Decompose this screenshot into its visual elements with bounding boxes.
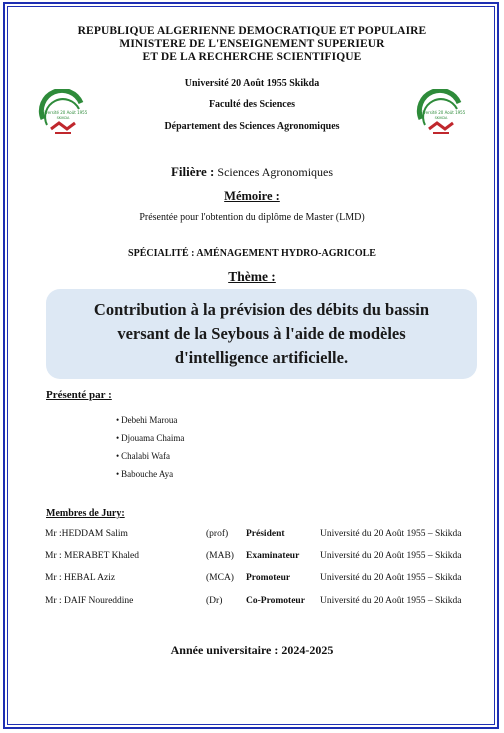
- student-name: • Chalabi Wafa: [116, 451, 170, 461]
- student-name: • Debehi Maroua: [116, 415, 177, 425]
- department-name: Département des Sciences Agronomiques: [164, 121, 340, 132]
- theme-title: [46, 298, 477, 370]
- svg-text:SKIKDA: SKIKDA: [56, 116, 70, 120]
- jury-grade: (MAB): [206, 551, 234, 561]
- jury-university: Université du 20 Août 1955 – Skikda: [320, 573, 462, 583]
- filiere-line: [0, 164, 504, 180]
- jury-role: Promoteur: [246, 573, 291, 583]
- theme-label: Thème :: [228, 269, 276, 284]
- jury-name: Mr : DAIF Noureddine: [45, 596, 134, 606]
- jury-university: Université du 20 Août 1955 – Skikda: [320, 529, 462, 539]
- header-republic: REPUBLIQUE ALGERIENNE DEMOCRATIQUE ET POPULAIRE: [77, 25, 427, 37]
- jury-university: Université du 20 Août 1955 – Skikda: [320, 596, 462, 606]
- theme-title-line-1: Contribution à la prévision des débits du bassin: [93, 300, 430, 319]
- filiere-value: Sciences Agronomiques: [217, 165, 334, 179]
- theme-title-line-2: versant de la Seybous à l'aide de modèles: [117, 324, 406, 343]
- jury-name: Mr : MERABET Khaled: [45, 551, 140, 561]
- svg-text:Université 20 Août 1955: Université 20 Août 1955: [38, 110, 88, 115]
- faculty-name: Faculté des Sciences: [208, 99, 296, 110]
- header-research: ET DE LA RECHERCHE SCIENTIFIQUE: [142, 51, 362, 63]
- specialite: SPÉCIALITÉ : AMÉNAGEMENT HYDRO-AGRICOLE: [128, 248, 376, 259]
- student-name: • Djouama Chaima: [116, 433, 184, 443]
- jury-role: Co-Promoteur: [246, 596, 305, 606]
- header-ministry: MINISTERE DE L'ENSEIGNEMENT SUPERIEUR: [119, 38, 385, 50]
- university-name: Université 20 Août 1955 Skikda: [184, 78, 320, 89]
- student-name: • Babouche Aya: [116, 469, 173, 479]
- theme-title-line-3: d'intelligence artificielle.: [174, 348, 349, 367]
- presente-par-label: Présenté par :: [46, 389, 112, 401]
- jury-grade: (Dr): [206, 596, 223, 606]
- jury-grade: (MCA): [206, 573, 234, 583]
- jury-university: Université du 20 Août 1955 – Skikda: [320, 551, 462, 561]
- memoire-label: Mémoire :: [224, 189, 280, 203]
- jury-label: Membres de Jury:: [46, 508, 125, 519]
- jury-role: Président: [246, 529, 285, 539]
- annee-universitaire: Année universitaire : 2024-2025: [170, 643, 334, 657]
- filiere-label: Filière :: [170, 164, 215, 179]
- jury-name: Mr : HEBAL Aziz: [45, 573, 116, 583]
- jury-role: Examinateur: [246, 551, 300, 561]
- svg-text:SKIKDA: SKIKDA: [434, 116, 448, 120]
- jury-grade: (prof): [206, 529, 229, 539]
- memoire-purpose: Présentée pour l'obtention du diplôme de Master (LMD): [139, 212, 365, 223]
- svg-text:Université 20 Août 1955: Université 20 Août 1955: [416, 110, 466, 115]
- jury-name: Mr :HEDDAM Salim: [45, 529, 128, 539]
